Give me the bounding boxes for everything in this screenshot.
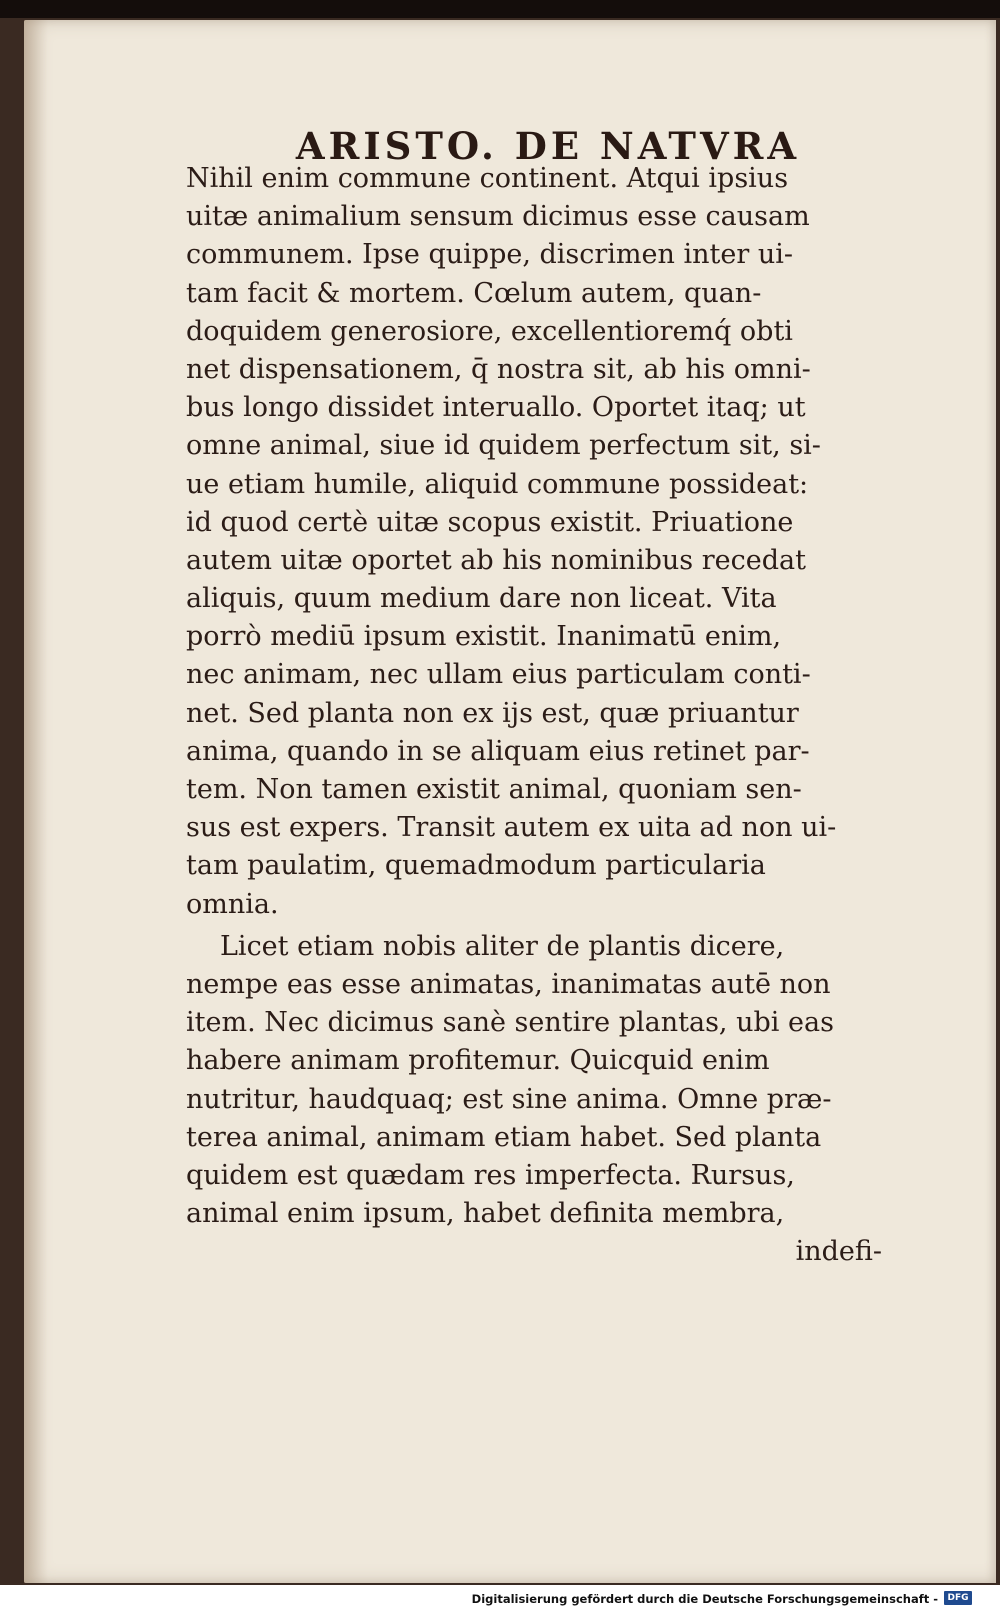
text-line: autem uitæ oportet ab his nominibus recedat [186,544,806,576]
text-line: id quod certè uitæ scopus existit. Priuatione [186,506,794,538]
text-line: net. Sed planta non ex ijs est, quæ priuantur [186,697,799,729]
catchword: indefi- [795,1236,882,1268]
text-line: Nihil enim commune continent. Atqui ipsius [186,163,789,194]
paragraph [186,928,896,1234]
text-line: net dispensationem, q̄ nostra sit, ab his omni- [186,353,811,385]
text-line: porrò mediū ipsum existit. Inanimatū enim, [186,621,782,653]
text-line: habere animam profitemur. Quicquid enim [186,1045,770,1077]
text-line: nempe eas esse animatas, inanimatas autē non [186,968,831,1000]
text-line: terea animal, animam etiam habet. Sed planta [186,1121,822,1153]
footer-credit: Digitalisierung gefördert durch die Deutsche Forschungsgemeinschaft - [471,1592,938,1606]
text-line: nec animam, nec ullam eius particulam conti- [186,659,811,691]
text-line: uitæ animalium sensum dicimus esse causam [186,201,810,233]
text-line: communem. Ipse quippe, discrimen inter ui- [186,239,793,271]
paragraph [186,160,896,924]
text-line: tam facit & mortem. Cœlum autem, quan- [186,277,762,309]
text-line: omnia. [186,888,279,920]
top-edge [0,0,1000,18]
text-line: anima, quando in se aliquam eius retinet par- [186,735,810,767]
text-line: ue etiam humile, aliquid commune possideat: [186,468,809,500]
text-line: tem. Non tamen existit animal, quoniam sen- [186,774,802,805]
page-gutter-shade [24,20,48,1583]
running-head: ARISTO. DE NATVRA [295,124,801,168]
text-line: nutritur, haudquaq; est sine anima. Omne præ- [186,1083,832,1115]
text-line: quidem est quædam res imperfecta. Rursus, [186,1159,795,1191]
text-line: bus longo dissidet interuallo. Oportet itaq; ut [186,392,806,424]
text-line: animal enim ipsum, habet definita membra, [186,1198,785,1230]
text-line: Licet etiam nobis aliter de plantis dicere, [220,930,785,962]
text-line: aliquis, quum medium dare non liceat. Vita [186,583,777,615]
footer-bar [0,1585,1000,1612]
dfg-logo: DFG [944,1591,972,1605]
text-line: item. Nec dicimus sanè sentire plantas, ubi eas [186,1007,834,1039]
text-line: omne animal, siue id quidem perfectum sit, si- [186,430,821,462]
text-line: sus est expers. Transit autem ex uita ad non ui- [186,812,837,844]
text-line: doquidem generosiore, excellentioremq́ obti [186,315,793,347]
text-block [186,160,896,1271]
text-line: tam paulatim, quemadmodum particularia [186,850,766,882]
